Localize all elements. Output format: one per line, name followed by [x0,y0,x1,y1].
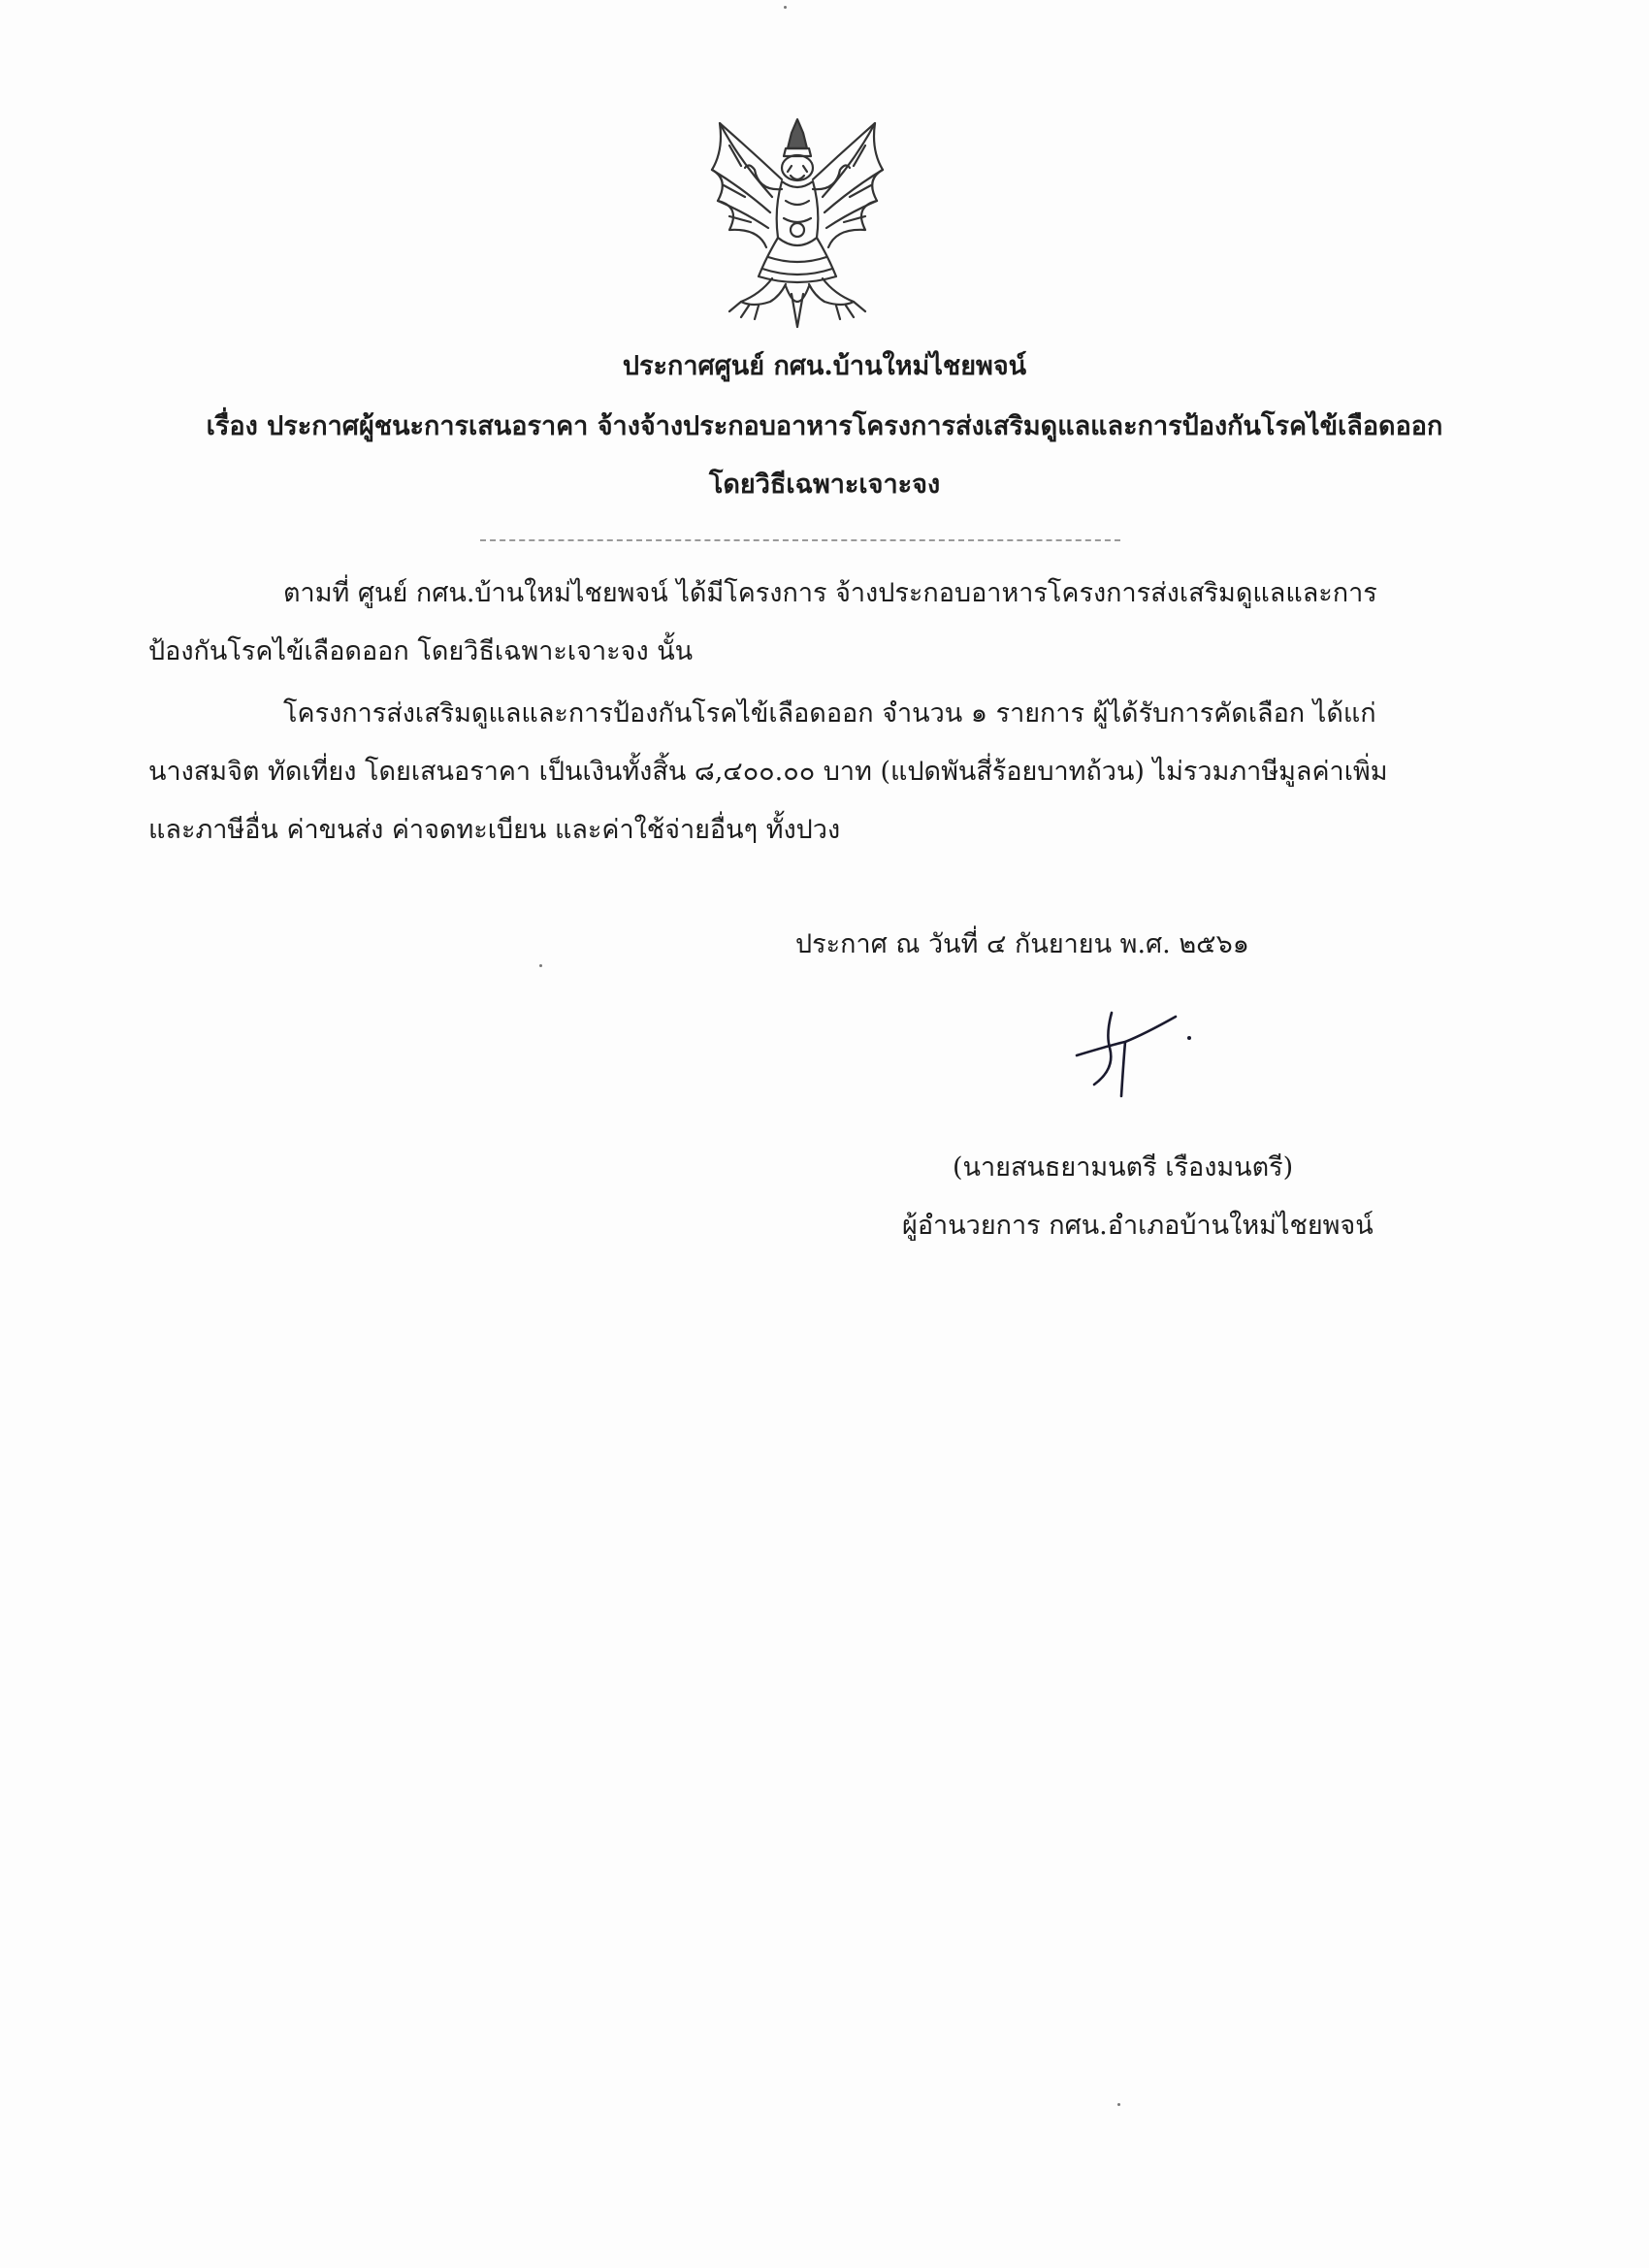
signer-name: (นายสนธยามนตรี เรืองมนตรี) [953,1152,1294,1183]
handwritten-signature [1067,978,1232,1104]
scan-speck [784,6,787,9]
scan-speck [539,964,542,967]
announcement-method: โดยวิธีเฉพาะเจาะจง [708,470,941,500]
paragraph-1-line-2: ป้องกันโรคไข้เลือดออก โดยวิธีเฉพาะเจาะจง นั้น [148,636,694,666]
paragraph-2-line-2: นางสมจิต ทัดเที่ยง โดยเสนอราคา เป็นเงินทั้งสิ้น ๘,๔๐๐.๐๐ บาท (แปดพันสี่ร้อยบาทถ้วน) ไม่รวมภาษีมูลค่าเพิ่ม [148,757,1388,787]
divider-line [480,539,1120,541]
paragraph-2-line-1: โครงการส่งเสริมดูแลและการป้องกันโรคไข้เลือดออก จำนวน ๑ รายการ ผู้ได้รับการคัดเลือก ได้แก่ [283,698,1376,729]
announcement-date: ประกาศ ณ วันที่ ๔ กันยายน พ.ศ. ๒๕๖๑ [795,929,1249,959]
announcement-title: ประกาศศูนย์ กศน.บ้านใหม่ไชยพจน์ [622,351,1027,381]
paragraph-2-line-3: และภาษีอื่น ค่าขนส่ง ค่าจดทะเบียน และค่าใช้จ่ายอื่นๆ ทั้งปวง [148,815,841,845]
announcement-subject: เรื่อง ประกาศผู้ชนะการเสนอราคา จ้างจ้างประกอบอาหารโครงการส่งเสริมดูแลและการป้องกันโรคไข้เลือดออก [206,411,1443,441]
garuda-emblem-icon [691,112,904,335]
scan-speck [1117,2103,1120,2106]
signer-title: ผู้อำนวยการ กศน.อำเภอบ้านใหม่ไชยพจน์ [902,1211,1374,1241]
paragraph-1-line-1: ตามที่ ศูนย์ กศน.บ้านใหม่ไชยพจน์ ได้มีโครงการ จ้างประกอบอาหารโครงการส่งเสริมดูแลและการ [283,578,1377,608]
